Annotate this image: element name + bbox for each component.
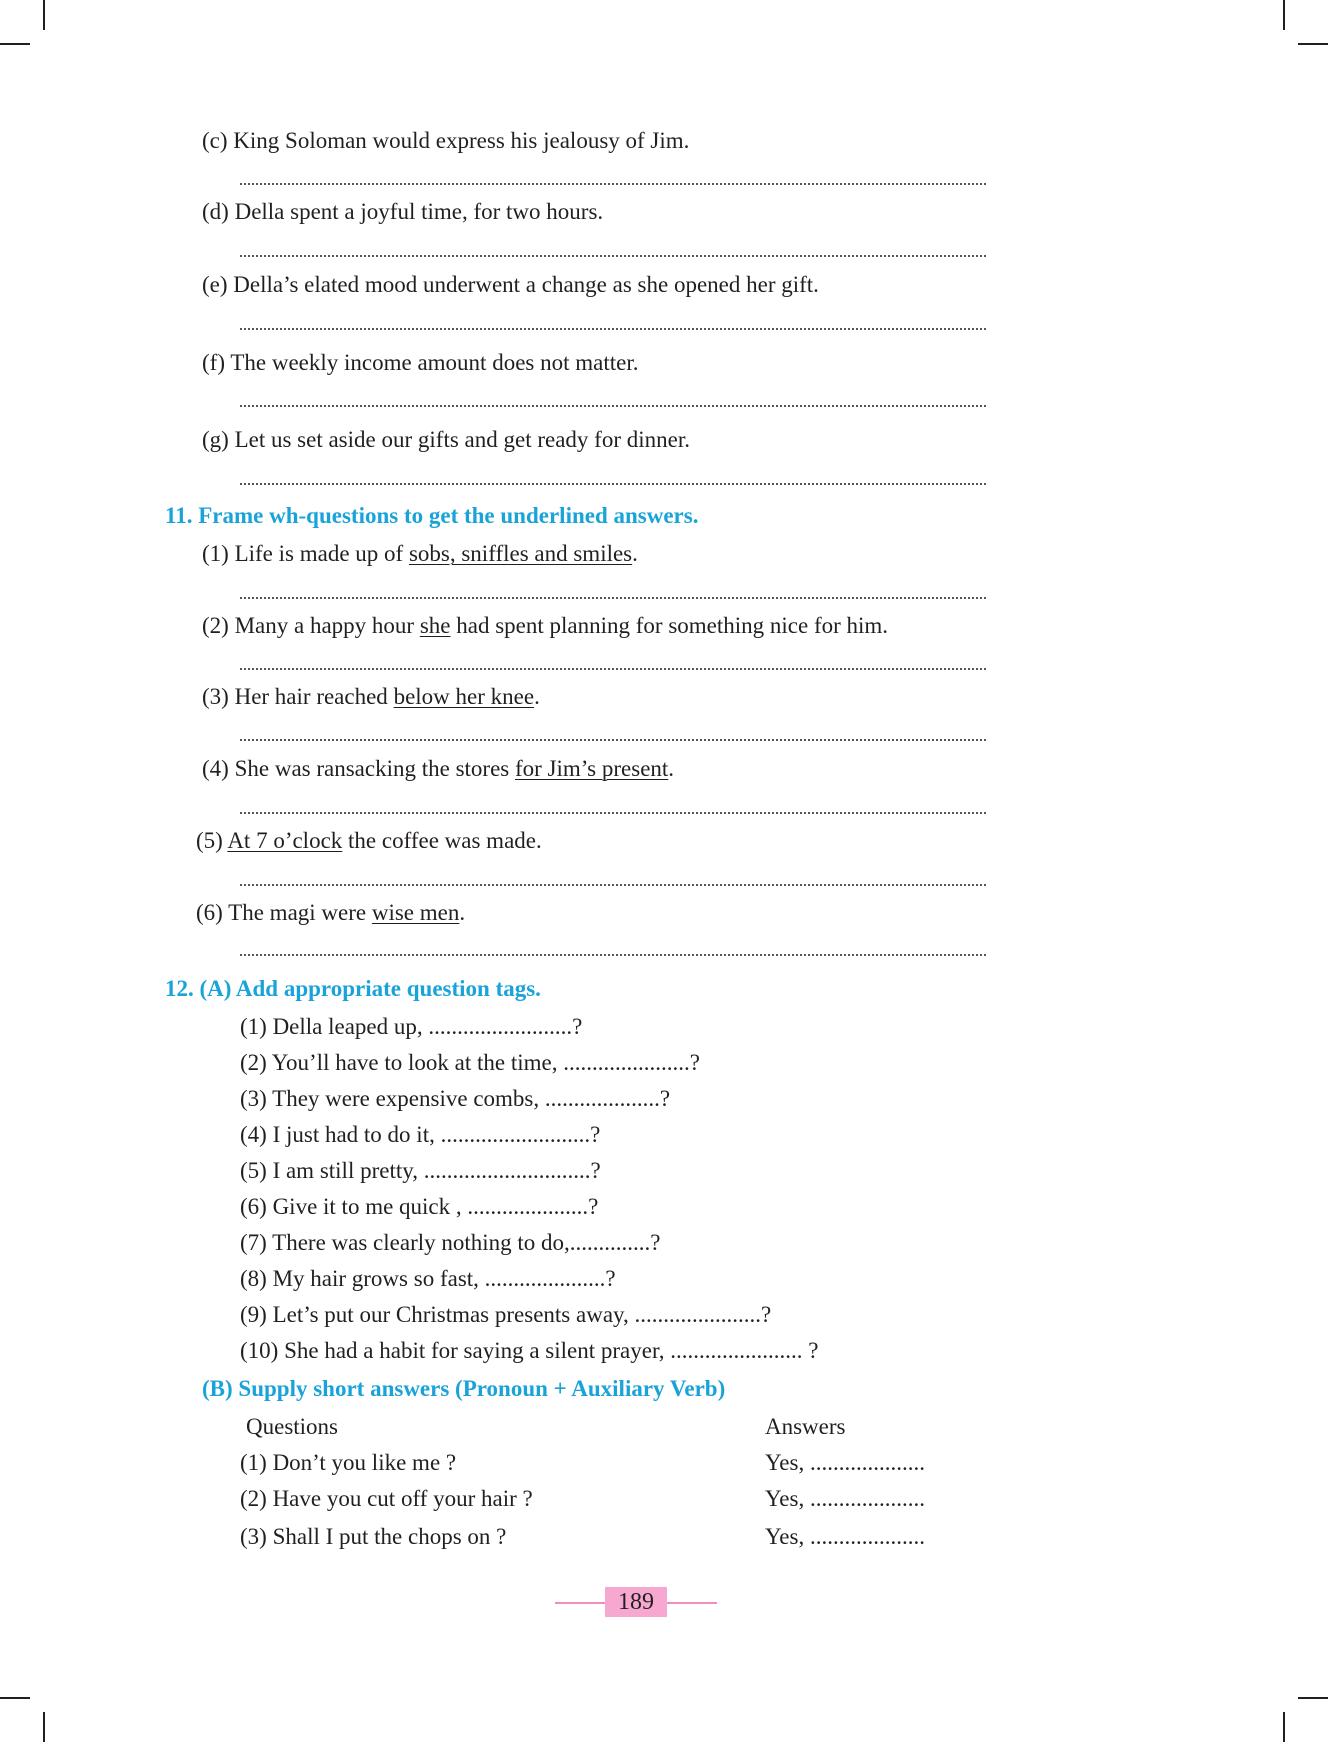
answer-line[interactable] <box>240 739 986 741</box>
answer-line[interactable] <box>240 328 986 330</box>
page-number: 189 <box>605 1587 667 1617</box>
short-answer[interactable]: Yes, .................... <box>765 1450 925 1475</box>
item-text: The weekly income amount does not matter. <box>230 350 639 375</box>
short-question: (2) Have you cut off your hair ? <box>240 1486 533 1511</box>
tag-item: (6) Give it to me quick , .....................? <box>240 1194 599 1219</box>
item-text: . <box>632 541 638 566</box>
answer-line[interactable] <box>240 255 986 257</box>
short-question: (1) Don’t you like me ? <box>240 1450 457 1475</box>
q10-item-f <box>202 348 638 378</box>
q11-item-3 <box>202 682 540 712</box>
tag-item: (4) I just had to do it, ..........................? <box>240 1122 601 1147</box>
item-text: Life is made up of <box>234 541 409 566</box>
tag-item: (3) They were expensive combs, ....................? <box>240 1086 671 1111</box>
q10-item-e <box>202 270 819 300</box>
q11-item-2 <box>202 611 888 641</box>
item-text: Her hair reached <box>234 684 394 709</box>
underlined-answer: for Jim’s present <box>514 756 669 781</box>
short-answer[interactable]: Yes, .................... <box>765 1524 925 1549</box>
answer-line[interactable] <box>240 183 986 185</box>
item-text: She was ransacking the stores <box>234 756 515 781</box>
item-text: . <box>459 900 466 925</box>
tag-item: (2) You’ll have to look at the time, ......................? <box>240 1050 700 1075</box>
tag-item: (5) I am still pretty, .............................? <box>240 1158 601 1183</box>
item-text: the coffee was made. <box>342 828 542 853</box>
item-text: King Soloman would express his jealousy of Jim. <box>233 128 690 153</box>
item-label: (5) <box>196 828 223 853</box>
item-label: (6) <box>196 900 223 925</box>
item-label: (2) <box>202 613 229 638</box>
answer-line[interactable] <box>240 597 986 599</box>
questions-column-header: Questions <box>246 1414 338 1439</box>
q11-heading: 11. Frame wh-questions to get the underlined answers. <box>165 503 699 528</box>
item-text: Della’s elated mood underwent a change as she opened her gift. <box>233 272 819 297</box>
underlined-answer: she <box>419 613 451 638</box>
underlined-answer: below her knee <box>393 684 535 709</box>
answer-line[interactable] <box>240 405 986 407</box>
item-label: (4) <box>202 756 229 781</box>
tag-item: (10) She had a habit for saying a silent prayer, ....................... ? <box>240 1338 819 1363</box>
item-text: . <box>668 756 675 781</box>
answer-line[interactable] <box>240 954 986 956</box>
answer-line[interactable] <box>240 884 986 886</box>
underlined-answer: At 7 o’clock <box>227 828 343 853</box>
q12a-heading: 12. (A) Add appropriate question tags. <box>165 976 541 1001</box>
underlined-answer: wise men <box>371 900 460 925</box>
short-answer[interactable]: Yes, .................... <box>765 1486 925 1511</box>
item-label: (1) <box>202 541 229 566</box>
q10-item-g <box>202 425 690 455</box>
item-text: The magi were <box>228 900 372 925</box>
tag-item: (1) Della leaped up, .........................? <box>240 1014 583 1039</box>
q12b-heading: (B) Supply short answers (Pronoun + Auxiliary Verb) <box>202 1376 726 1401</box>
q11-item-6 <box>196 898 465 928</box>
item-text: . <box>534 684 540 709</box>
item-text: Della spent a joyful time, for two hours. <box>234 199 604 224</box>
answer-line[interactable] <box>240 812 986 814</box>
item-label: (d) <box>202 199 229 224</box>
q10-item-c <box>202 126 689 156</box>
answers-column-header: Answers <box>765 1414 846 1439</box>
q10-item-d <box>202 197 603 227</box>
underlined-answer: sobs, sniffles and smiles <box>408 541 633 566</box>
tag-item: (7) There was clearly nothing to do,..............? <box>240 1230 661 1255</box>
item-label: (g) <box>202 427 229 452</box>
item-label: (f) <box>202 350 225 375</box>
item-text: had spent planning for something nice for him. <box>450 613 889 638</box>
short-question: (3) Shall I put the chops on ? <box>240 1524 507 1549</box>
q11-item-5 <box>196 826 542 856</box>
item-text: Many a happy hour <box>234 613 420 638</box>
tag-item: (9) Let’s put our Christmas presents away, ......................? <box>240 1302 772 1327</box>
item-label: (3) <box>202 684 229 709</box>
item-text: Let us set aside our gifts and get ready for dinner. <box>234 427 690 452</box>
answer-line[interactable] <box>240 668 986 670</box>
item-label: (c) <box>202 128 228 153</box>
q11-item-4 <box>202 754 674 784</box>
q11-item-1 <box>202 539 638 569</box>
item-label: (e) <box>202 272 228 297</box>
answer-line[interactable] <box>240 483 986 485</box>
tag-item: (8) My hair grows so fast, .....................? <box>240 1266 616 1291</box>
